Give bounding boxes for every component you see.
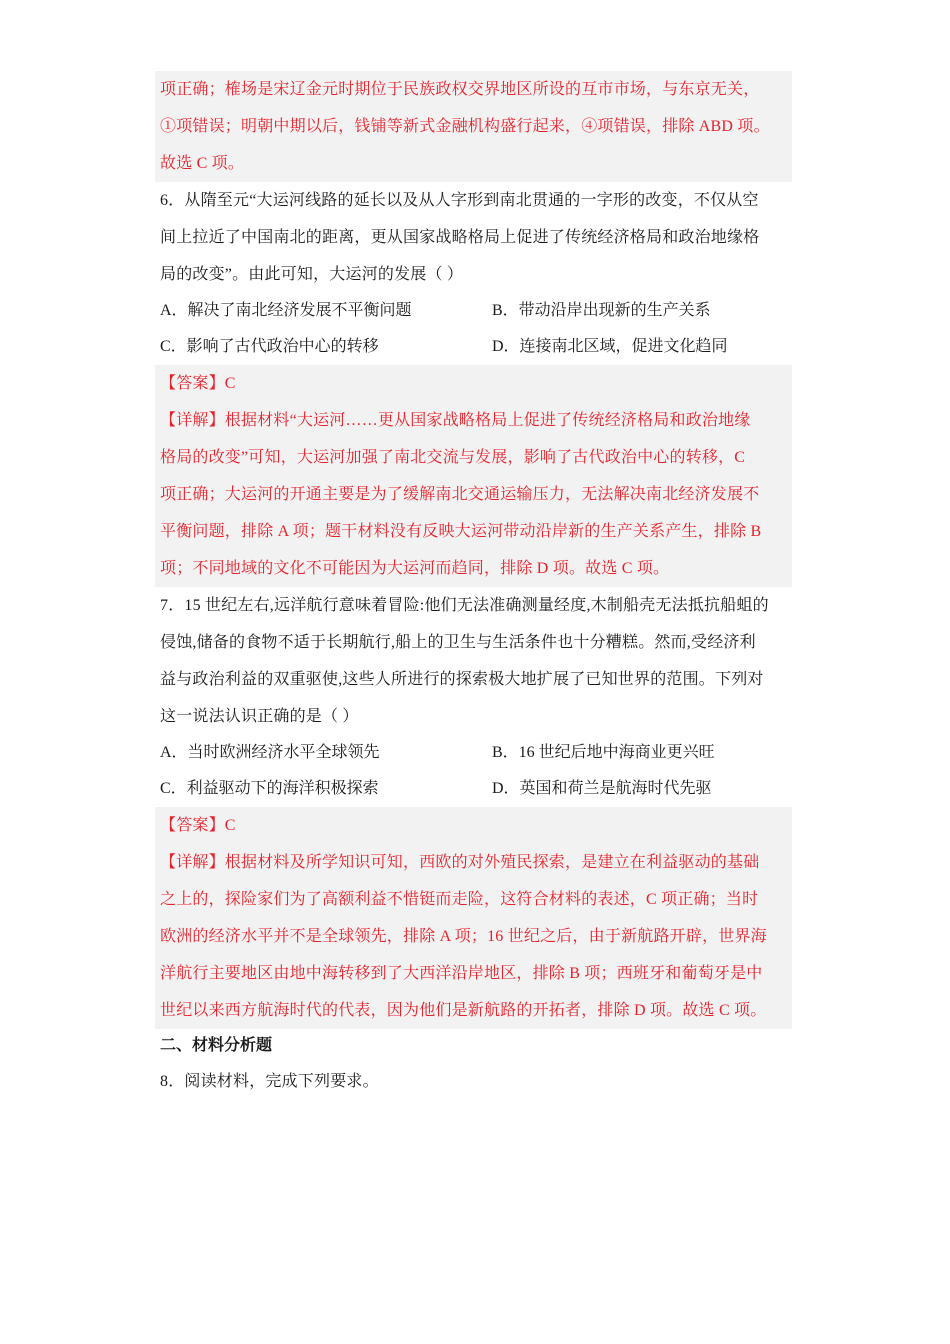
option-b: B．带动沿岸出现新的生产关系 [492,302,711,319]
explanation-line: 故选 C 项。 [160,155,245,172]
answer-line: 【答案】C [160,817,236,834]
explanation-line: 项正确；榷场是宋辽金元时期位于民族政权交界地区所设的互市市场，与东京无关， [160,81,760,98]
option-d: D．连接南北区域，促进文化趋同 [492,338,728,355]
explanation-line: 【详解】根据材料“大运河……更从国家战略格局上促进了传统经济格局和政治地缘 [160,412,751,429]
stem-line: 这一说法认识正确的是（ ） [160,708,359,725]
question-7-options [160,735,792,807]
explanation-line: 【详解】根据材料及所学知识可知，西欧的对外殖民探索，是建立在利益驱动的基础 [160,854,760,871]
explanation-line: 欧洲的经济水平并不是全球领先，排除 A 项；16 世纪之后，由于新航路开辟，世界海 [160,928,767,945]
option-a: A．当时欧洲经济水平全球领先 [160,744,380,761]
section-heading: 二、材料分析题 [160,1037,273,1054]
explanation-line: 之上的，探险家们为了高额利益不惜铤而走险，这符合材料的表述，C 项正确；当时 [160,891,759,908]
option-c: C．影响了古代政治中心的转移 [160,338,379,355]
explanation-line: 项正确；大运河的开通主要是为了缓解南北交通运输压力，无法解决南北经济发展不 [160,486,760,503]
question-7-stem [160,587,792,735]
stem-line: 侵蚀,储备的食物不适于长期航行,船上的卫生与生活条件也十分糟糕。然而,受经济利 [160,634,756,651]
stem-line: 局的改变”。由此可知，大运河的发展（ ） [160,266,464,283]
explanation-line: 世纪以来西方航海时代的代表，因为他们是新航路的开拓者，排除 D 项。故选 C 项。 [160,1002,767,1019]
question-8-stem: 8．阅读材料，完成下列要求。 [160,1073,379,1090]
stem-line: 益与政治利益的双重驱使,这些人所进行的探索极大地扩展了已知世界的范围。下列对 [160,671,764,688]
explanation-line: 格局的改变”可知，大运河加强了南北交流与发展，影响了古代政治中心的转移，C [160,449,746,466]
question-6-options [160,293,792,365]
option-c: C．利益驱动下的海洋积极探索 [160,780,379,797]
stem-line: 7．15 世纪左右,远洋航行意味着冒险:他们无法准确测量经度,木制船壳无法抵抗船蛆的 [160,597,769,614]
question-7-answer-block [155,807,792,1029]
explanation-line: 项；不同地域的文化不可能因为大运河而趋同，排除 D 项。故选 C 项。 [160,560,670,577]
explanation-line: 平衡问题，排除 A 项；题干材料没有反映大运河带动沿岸新的生产关系产生，排除 B [160,523,762,540]
stem-line: 间上拉近了中国南北的距离，更从国家战略格局上促进了传统经济格局和政治地缘格 [160,229,760,246]
previous-explanation-block [155,71,792,182]
document-page [160,71,792,1100]
explanation-line: ①项错误；明朝中期以后，钱铺等新式金融机构盛行起来，④项错误，排除 ABD 项。 [160,118,770,135]
question-7 [160,587,792,1029]
question-6 [160,182,792,587]
explanation-line: 洋航行主要地区由地中海转移到了大西洋沿岸地区，排除 B 项；西班牙和葡萄牙是中 [160,965,763,982]
option-a: A．解决了南北经济发展不平衡问题 [160,302,412,319]
answer-line: 【答案】C [160,375,236,392]
option-d: D．英国和荷兰是航海时代先驱 [492,780,712,797]
option-b: B．16 世纪后地中海商业更兴旺 [492,744,715,761]
question-6-answer-block [155,365,792,587]
question-6-stem [160,182,792,293]
stem-line: 6．从隋至元“大运河线路的延长以及从人字形到南北贯通的一字形的改变，不仅从空 [160,192,759,209]
